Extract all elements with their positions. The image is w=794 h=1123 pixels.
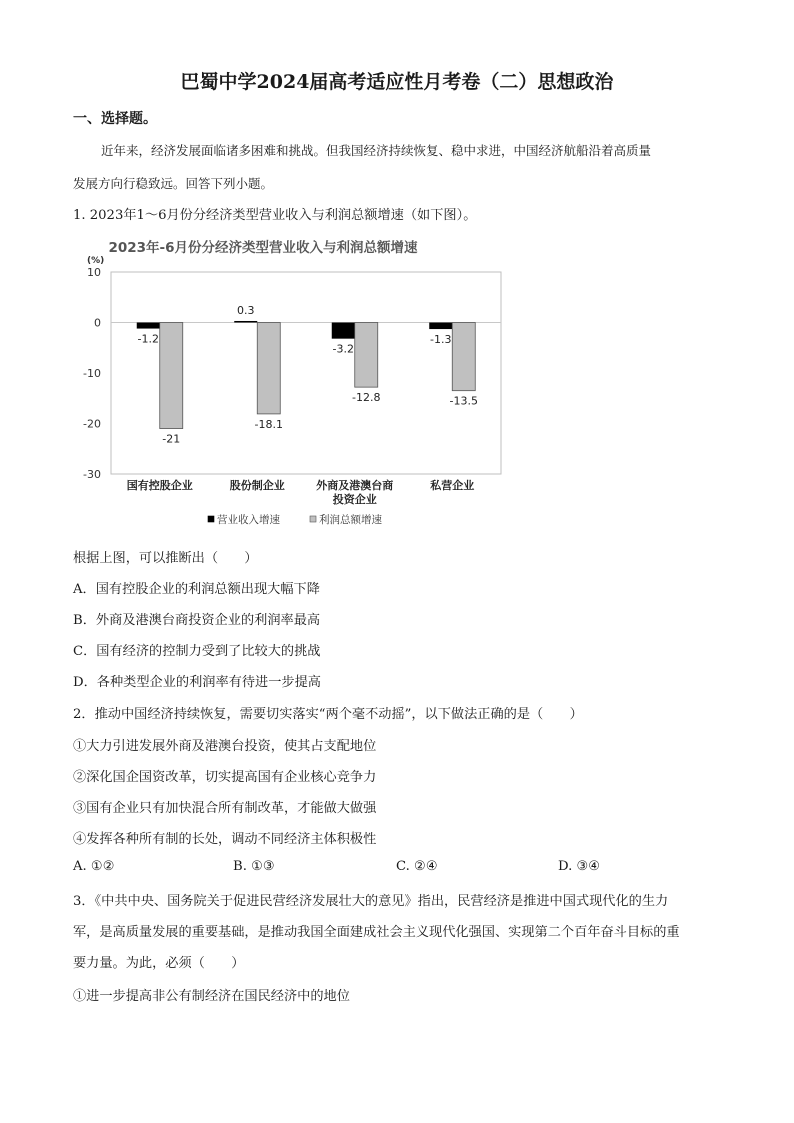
legend-swatch (310, 516, 316, 522)
question-3-line-3: 要力量。为此，必须（ ） (73, 956, 245, 971)
data-label: -12.8 (352, 391, 381, 405)
chart (73, 232, 513, 532)
intro-line-1: 近年来，经济发展面临诸多困难和挑战。但我国经济持续恢复、稳中求进，中国经济航船沿着高质量 (101, 143, 652, 158)
x-category-label: 外商及港澳台商 (316, 479, 394, 492)
data-label: 0.3 (237, 303, 255, 317)
bar-revenue (137, 323, 160, 329)
bar-revenue (332, 323, 355, 339)
data-label: -18.1 (254, 417, 283, 431)
question-2-choice-b[interactable]: B. ①③ (233, 859, 275, 874)
y-tick-label: -30 (83, 468, 101, 481)
question-3-line-2: 军，是高质量发展的重要基础，是推动我国全面建成社会主义现代化强国、实现第二个百年奋斗目标的重 (73, 925, 680, 940)
bar-profit (355, 323, 378, 388)
question-3-item-1: ①进一步提高非公有制经济在国民经济中的地位 (73, 989, 350, 1004)
bar-chart-svg (73, 232, 513, 532)
bar-profit (257, 323, 280, 414)
question-1-option-a[interactable]: A．国有控股企业的利润总额出现大幅下降 (73, 582, 320, 597)
y-tick-label: -10 (83, 367, 101, 380)
question-1-option-b[interactable]: B．外商及港澳台商投资企业的利润率最高 (73, 613, 321, 628)
question-2-item-4: ④发挥各种所有制的长处，调动不同经济主体积极性 (73, 832, 377, 847)
section-heading: 一、选择题。 (73, 111, 157, 127)
question-2-item-1: ①大力引进发展外商及港澳台投资，使其占支配地位 (73, 739, 377, 754)
question-2-stem: 2．推动中国经济持续恢复，需要切实落实“两个毫不动摇”，以下做法正确的是（ ） (73, 707, 583, 722)
question-1-option-d[interactable]: D．各种类型企业的利润率有待进一步提高 (73, 675, 321, 690)
question-2-item-3: ③国有企业只有加快混合所有制改革，才能做大做强 (73, 801, 377, 816)
question-1-stem: 1. 2023年1～6月份分经济类型营业收入与利润总额增速（如下图）。 (73, 208, 477, 223)
y-tick-label: 0 (94, 316, 101, 330)
question-1-prompt: 根据上图，可以推断出（ ） (73, 551, 258, 566)
legend-label: 利润总额增速 (319, 514, 382, 526)
page-title: 巴蜀中学2024届高考适应性月考卷（二）思想政治 (180, 71, 614, 93)
question-2-choice-d[interactable]: D. ③④ (558, 859, 601, 874)
bar-revenue (429, 323, 452, 330)
bar-revenue (234, 321, 257, 323)
question-2-item-2: ②深化国企国资改革，切实提高国有企业核心竞争力 (73, 770, 377, 785)
x-category-label: 国有控股企业 (126, 479, 193, 492)
y-tick-label: -20 (83, 417, 101, 431)
y-axis-unit: (%) (87, 256, 105, 266)
data-label: -1.2 (137, 332, 159, 346)
question-3-line-1: 3．《中共中央、国务院关于促进民营经济发展壮大的意见》指出，民营经济是推进中国式现代化的生力 (73, 894, 669, 909)
question-2-choice-a[interactable]: A. ①② (73, 859, 115, 874)
legend-swatch (208, 516, 214, 522)
x-category-label: 私营企业 (430, 479, 475, 492)
x-category-label: 投资企业 (332, 493, 377, 506)
bar-profit (452, 323, 475, 391)
bar-profit (160, 323, 183, 429)
question-1-option-c[interactable]: C．国有经济的控制力受到了比较大的挑战 (73, 644, 321, 659)
chart-title: 2023年-6月份分经济类型营业收入与利润总额增速 (108, 240, 418, 256)
data-label: -1.3 (430, 333, 452, 347)
question-2-choice-c[interactable]: C. ②④ (396, 859, 438, 874)
y-tick-label: 10 (87, 266, 101, 279)
legend-label: 营业收入增速 (217, 514, 280, 526)
data-label: -21 (162, 432, 181, 446)
x-category-label: 股份制企业 (229, 479, 285, 492)
intro-line-2: 发展方向行稳致远。回答下列小题。 (73, 176, 274, 191)
data-label: -3.2 (332, 342, 354, 356)
data-label: -13.5 (449, 394, 478, 408)
